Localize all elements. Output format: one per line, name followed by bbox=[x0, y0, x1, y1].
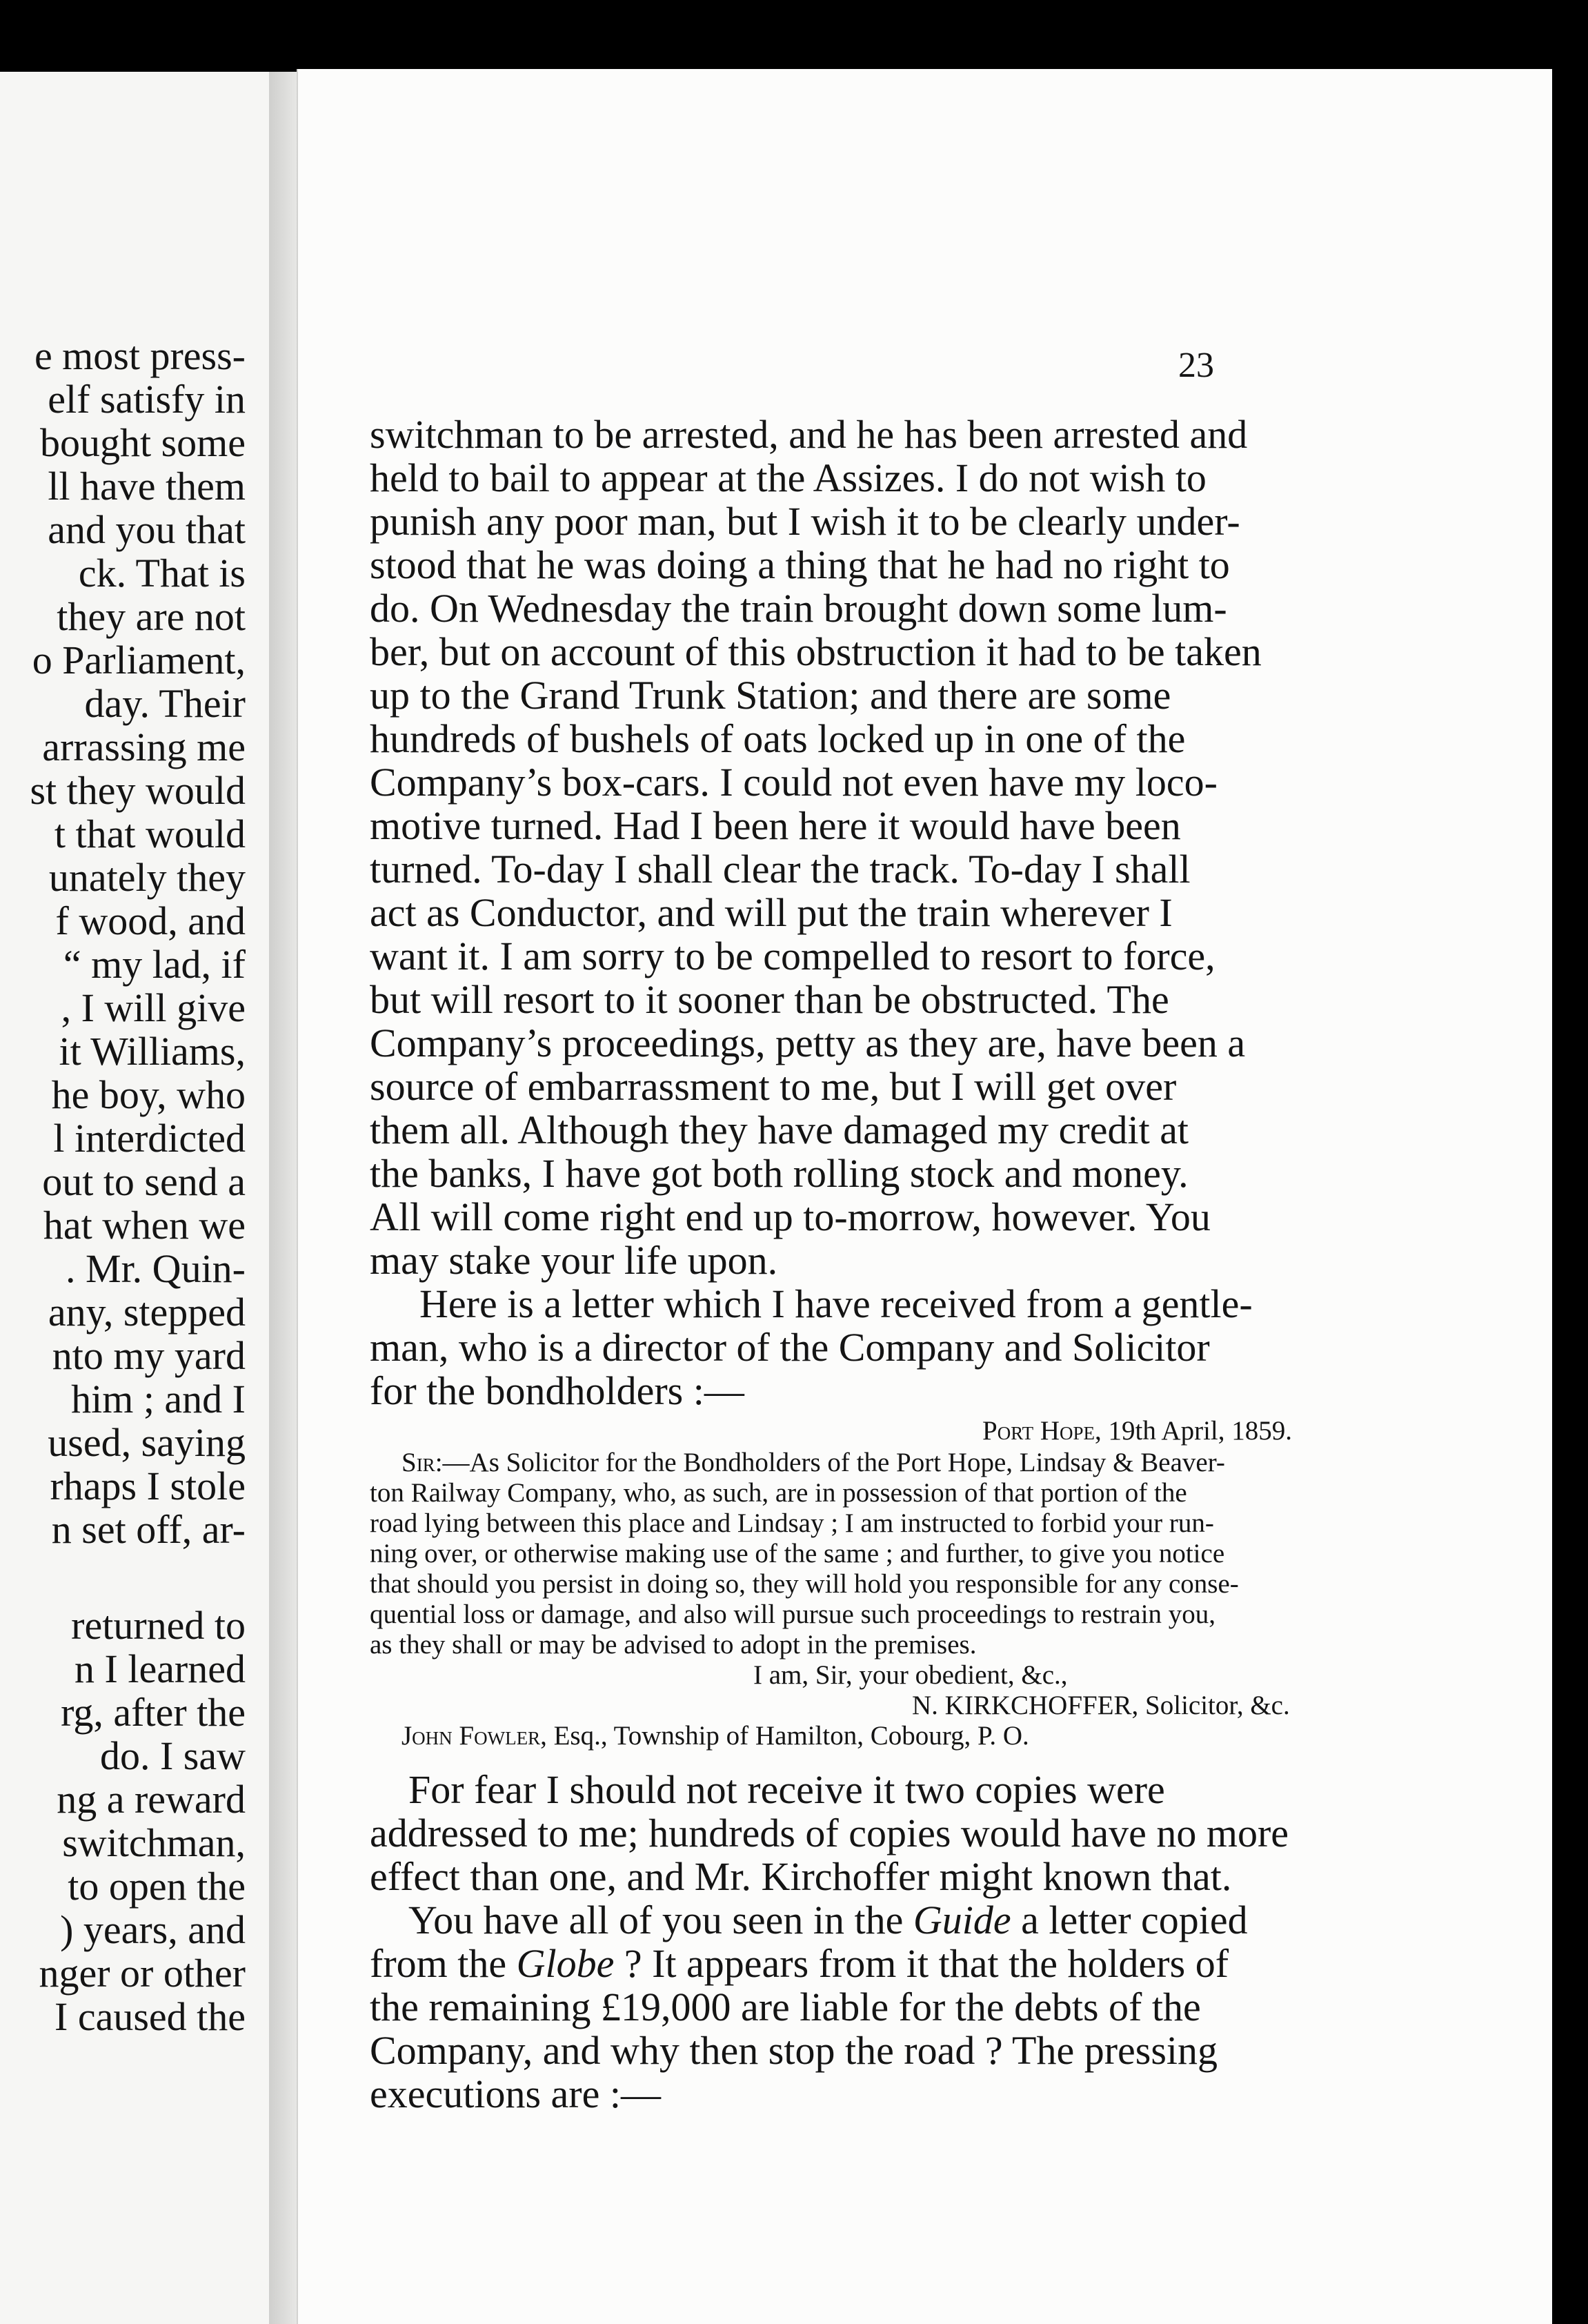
body-line: effect than one, and Mr. Kirchoffer might known that. bbox=[370, 1854, 1232, 1899]
body-line: do. On Wednesday the train brought down some lum- bbox=[370, 586, 1227, 631]
guide-title: Guide bbox=[913, 1898, 1011, 1942]
body-line: man, who is a director of the Company and Solicitor bbox=[370, 1325, 1210, 1370]
letter-line-text: :—As Solicitor for the Bondholders of the Port Hope, Lindsay & Beaver- bbox=[435, 1448, 1225, 1477]
text-run: a letter copied bbox=[1011, 1898, 1248, 1942]
left-text-line: he boy, who bbox=[51, 1072, 246, 1117]
left-text-line: I caused the bbox=[54, 1994, 246, 2039]
letter-addressee bbox=[401, 1721, 1029, 1751]
body-line: source of embarrassment to me, but I will get over bbox=[370, 1064, 1177, 1109]
left-text-line: unately they bbox=[48, 855, 246, 900]
left-text-line: day. Their bbox=[84, 681, 246, 726]
body-line: punish any poor man, but I wish it to be clearly under- bbox=[370, 499, 1240, 544]
left-text-line: ck. That is bbox=[78, 551, 246, 595]
text-run: You have all of you seen in the bbox=[408, 1898, 913, 1942]
body-line: act as Conductor, and will put the train wherever I bbox=[370, 890, 1173, 935]
left-text-line: rhaps I stole bbox=[50, 1464, 246, 1508]
body-line: but will resort to it sooner than be obstructed. The bbox=[370, 977, 1169, 1022]
body-line: switchman to be arrested, and he has been arrested and bbox=[370, 412, 1248, 457]
left-text-line: nger or other bbox=[39, 1951, 246, 1996]
body-line bbox=[370, 1942, 1229, 1986]
body-line: may stake your life upon. bbox=[370, 1238, 778, 1283]
letter-line: quential loss or damage, and also will pursue such proceedings to restrain you, bbox=[370, 1599, 1216, 1629]
body-line: the remaining £19,000 are liable for the debts of the bbox=[370, 1985, 1201, 2029]
body-line: turned. To-day I shall clear the track. To-day I shall bbox=[370, 847, 1191, 892]
globe-title: Globe bbox=[516, 1941, 615, 1986]
letter-date: , 19th April, 1859. bbox=[1095, 1416, 1293, 1446]
left-text-line: ) years, and bbox=[60, 1907, 246, 1952]
left-text-line: rg, after the bbox=[61, 1690, 246, 1735]
body-line: held to bail to appear at the Assizes. I do not wish to bbox=[370, 455, 1207, 500]
left-text-line: bought some bbox=[39, 420, 246, 465]
left-text-line: out to send a bbox=[42, 1159, 246, 1204]
letter-signature: N. KIRKCHOFFER, Solicitor, &c. bbox=[912, 1691, 1290, 1720]
body-line bbox=[408, 1898, 1248, 1942]
letter-line: ning over, or otherwise making use of the same ; and further, to give you notice bbox=[370, 1539, 1225, 1568]
left-text-line: ng a reward bbox=[57, 1777, 246, 1822]
left-text-line: n I learned bbox=[75, 1646, 246, 1691]
addressee-name: John Fowler bbox=[401, 1721, 541, 1751]
left-text-line: returned to bbox=[71, 1603, 246, 1648]
body-line: up to the Grand Trunk Station; and there are some bbox=[370, 673, 1171, 718]
letter-line: ton Railway Company, who, as such, are in possession of that portion of the bbox=[370, 1478, 1187, 1508]
body-line: Here is a letter which I have received from a gentle- bbox=[419, 1281, 1253, 1326]
left-page bbox=[0, 72, 269, 2324]
left-text-line: and you that bbox=[48, 507, 246, 552]
left-text-line: ll have them bbox=[48, 464, 246, 509]
left-text-line: e most press- bbox=[34, 333, 246, 378]
body-line: executions are :— bbox=[370, 2071, 661, 2116]
left-text-line: o Parliament, bbox=[32, 638, 246, 682]
body-line: ber, but on account of this obstruction it had to be taken bbox=[370, 629, 1262, 674]
left-text-line: hat when we bbox=[43, 1203, 246, 1248]
left-text-line: do. I saw bbox=[99, 1733, 246, 1778]
left-text-line: st they would bbox=[30, 768, 246, 813]
left-text-line: to open the bbox=[68, 1864, 246, 1909]
body-line: for the bondholders :— bbox=[370, 1368, 744, 1413]
body-line: Company’s box-cars. I could not even have my loco- bbox=[370, 760, 1218, 805]
left-text-line: f wood, and bbox=[55, 898, 246, 943]
text-run: from the bbox=[370, 1941, 517, 1986]
left-text-line: n set off, ar- bbox=[51, 1507, 246, 1552]
body-line: For fear I should not receive it two copies were bbox=[408, 1767, 1165, 1812]
left-text-line: “ my lad, if bbox=[63, 942, 246, 987]
body-line: addressed to me; hundreds of copies would have no more bbox=[370, 1811, 1289, 1855]
left-text-line: any, stepped bbox=[48, 1290, 246, 1335]
text-run: ? It appears from it that the holders of bbox=[614, 1941, 1229, 1986]
right-page bbox=[297, 69, 1552, 2324]
letter-line: as they shall or may be advised to adopt in the premises. bbox=[370, 1630, 977, 1660]
body-line: motive turned. Had I been here it would have been bbox=[370, 803, 1181, 848]
left-text-line: , I will give bbox=[61, 985, 246, 1030]
body-line: Company, and why then stop the road ? The pressing bbox=[370, 2028, 1218, 2073]
body-line: All will come right end up to-morrow, however. You bbox=[370, 1194, 1211, 1239]
letter-closing: I am, Sir, your obedient, &c., bbox=[753, 1660, 1068, 1690]
left-text-line: used, saying bbox=[48, 1420, 246, 1465]
letter-dateline bbox=[982, 1416, 1292, 1446]
left-text-line: him ; and I bbox=[71, 1377, 246, 1421]
letter-line: that should you persist in doing so, they will hold you responsible for any conse- bbox=[370, 1569, 1239, 1599]
letter-salutation: Sir bbox=[401, 1448, 435, 1477]
letter-line bbox=[401, 1448, 1225, 1478]
left-text-line: nto my yard bbox=[52, 1333, 246, 1378]
body-line: stood that he was doing a thing that he had no right to bbox=[370, 542, 1230, 587]
left-text-line: t that would bbox=[54, 811, 246, 856]
left-text-line: l interdicted bbox=[53, 1116, 246, 1161]
left-text-line: it Williams, bbox=[59, 1029, 246, 1074]
body-line: the banks, I have got both rolling stock and money. bbox=[370, 1151, 1189, 1196]
body-line: want it. I am sorry to be compelled to resort to force, bbox=[370, 934, 1215, 978]
letter-place: Port Hope bbox=[982, 1416, 1095, 1446]
body-line: hundreds of bushels of oats locked up in one of the bbox=[370, 716, 1186, 761]
page-number: 23 bbox=[1178, 346, 1214, 385]
body-line: them all. Although they have damaged my credit at bbox=[370, 1107, 1189, 1152]
left-text-line: switchman, bbox=[62, 1820, 246, 1865]
left-text-line: they are not bbox=[57, 594, 246, 639]
left-text-line: . Mr. Quin- bbox=[66, 1246, 246, 1291]
left-text-line: elf satisfy in bbox=[48, 377, 246, 422]
body-line: Company’s proceedings, petty as they are, have been a bbox=[370, 1021, 1246, 1065]
left-text-line: arrassing me bbox=[42, 725, 246, 769]
letter-line: road lying between this place and Lindsay ; I am instructed to forbid your run- bbox=[370, 1508, 1214, 1538]
addressee-rest: , Esq., Township of Hamilton, Cobourg, P. O. bbox=[540, 1721, 1029, 1751]
